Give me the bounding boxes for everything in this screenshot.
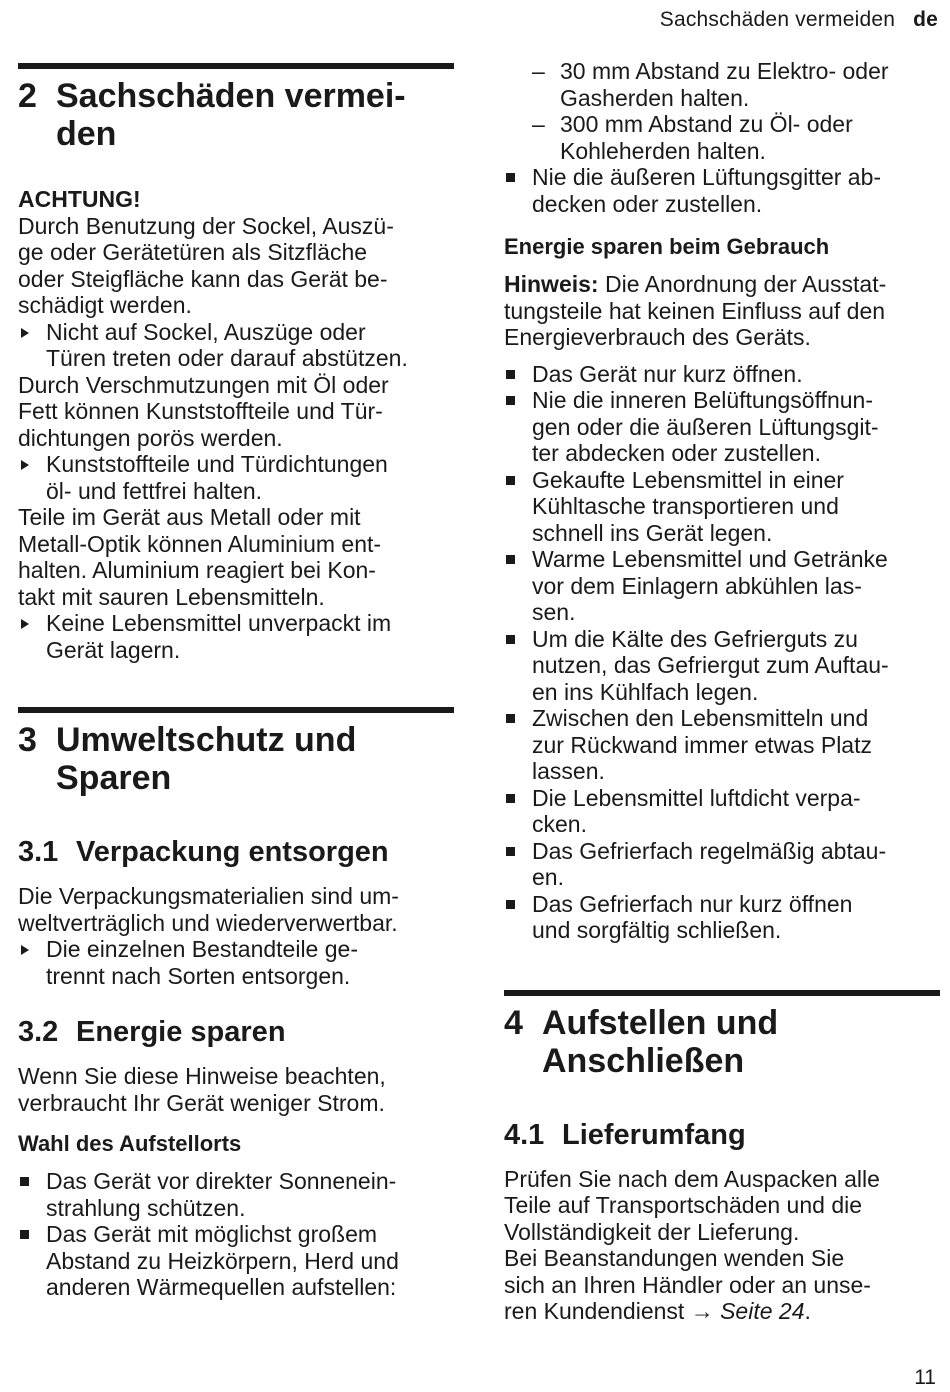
usage-heading: Energie sparen beim Gebrauch <box>504 234 830 259</box>
section-rule <box>18 707 454 713</box>
energy-para: Wenn Sie diese Hinweise beachten, verbraucht Ihr Gerät weniger Strom. <box>18 1063 386 1116</box>
list-item: Um die Kälte des Gefrierguts zu nutzen, das Gefriergut zum Auftau- en ins Kühlfach legen. <box>504 626 940 706</box>
list-item: Das Gerät mit möglichst großem Abstand zu Heizkörpern, Herd und anderen Wärmequellen aufstellen: <box>18 1221 454 1301</box>
delivery-para: Prüfen Sie nach dem Auspacken alle Teile auf Transportschäden und die Vollständigkeit der Lieferung. Bei Beanstandungen wenden Sie sich an Ihren Händler oder an unse- ren Kundendienst → Seite 24. <box>504 1165 880 1324</box>
action-item: Keine Lebensmittel unverpackt im Gerät lagern. <box>18 610 454 663</box>
list-item: Zwischen den Lebensmitteln und zur Rückwand immer etwas Platz lassen. <box>504 705 940 785</box>
language-code: de <box>913 8 938 31</box>
section-rule <box>504 990 940 996</box>
distance-list <box>504 58 940 164</box>
section-rule <box>18 63 454 69</box>
list-item: Nie die inneren Belüftungsöffnun- gen oder die äußeren Lüftungsgit- ter abdecken oder zustellen. <box>504 387 940 467</box>
section-4-1-heading: 4.1 Lieferumfang <box>504 1118 746 1151</box>
list-item: Warme Lebensmittel und Getränke vor dem Einlagern abkühlen las- sen. <box>504 546 940 626</box>
packaging-para: Die Verpackungsmaterialien sind um- weltverträglich und wiederverwertbar. <box>18 883 399 936</box>
left-column <box>18 0 454 1301</box>
section-3-2-heading: 3.2 Energie sparen <box>18 1016 286 1048</box>
action-item: Die einzelnen Bestandteile ge- trennt nach Sorten entsorgen. <box>18 936 454 989</box>
warning-para-1: Durch Benutzung der Sockel, Auszü- ge oder Gerätetüren als Sitzfläche oder Steigfläche kann das Gerät be- schädigt werden. <box>18 212 394 318</box>
list-item: Gekaufte Lebensmittel in einer Kühltasche transportieren und schnell ins Gerät legen. <box>504 467 940 547</box>
list-item: Das Gerät vor direkter Sonnenein- strahlung schützen. <box>18 1168 454 1221</box>
note-label: Hinweis: <box>504 271 599 297</box>
action-item: Kunststoffteile und Türdichtungen öl- und fettfrei halten. <box>18 451 454 504</box>
action-item: Nicht auf Sockel, Auszüge oder Türen treten oder darauf abstützen. <box>18 319 454 372</box>
warning-block <box>18 186 454 663</box>
page-reference-link[interactable]: Seite 24 <box>720 1298 805 1324</box>
warning-para-2: Durch Verschmutzungen mit Öl oder Fett können Kunststoffteile und Tür- dichtungen porös werden. <box>18 371 389 451</box>
list-item: Nie die äußeren Lüftungsgitter ab- decken oder zustellen. <box>504 164 940 217</box>
header-title: Sachschäden vermeiden <box>659 8 896 31</box>
section-2-heading: 2 Sachschäden vermei- den <box>18 77 406 153</box>
warning-para-3: Teile im Gerät aus Metall oder mit Metall-Optik können Aluminium ent- halten. Aluminium reagiert bei Kon- takt mit sauren Lebensmitteln. <box>18 504 382 610</box>
arrow-right-icon: → <box>690 1298 714 1324</box>
right-column <box>504 0 940 1325</box>
list-item: – 30 mm Abstand zu Elektro- oder Gasherden halten. <box>504 58 940 111</box>
list-item: – 300 mm Abstand zu Öl- oder Kohleherden halten. <box>504 111 940 164</box>
usage-list <box>504 361 940 944</box>
note-para: Hinweis: Die Anordnung der Ausstat- tungsteile hat keinen Einfluss auf den Energieverbrauch des Geräts. <box>504 271 887 350</box>
warning-label: ACHTUNG! <box>18 186 141 212</box>
list-item: Das Gerät nur kurz öffnen. <box>504 361 940 388</box>
location-list <box>18 1168 454 1301</box>
vent-list <box>504 164 940 217</box>
list-item: Das Gefrierfach nur kurz öffnen und sorgfältig schließen. <box>504 891 940 944</box>
location-heading: Wahl des Aufstellorts <box>18 1131 242 1156</box>
list-item: Die Lebensmittel luftdicht verpa- cken. <box>504 785 940 838</box>
list-item: Das Gefrierfach regelmäßig abtau- en. <box>504 838 940 891</box>
section-3-heading: 3 Umweltschutz und Sparen <box>18 721 357 797</box>
section-3-1-heading: 3.1 Verpackung entsorgen <box>18 836 389 868</box>
section-4-heading: 4 Aufstellen und Anschließen <box>504 1003 779 1080</box>
page-number: 11 <box>914 1366 936 1389</box>
